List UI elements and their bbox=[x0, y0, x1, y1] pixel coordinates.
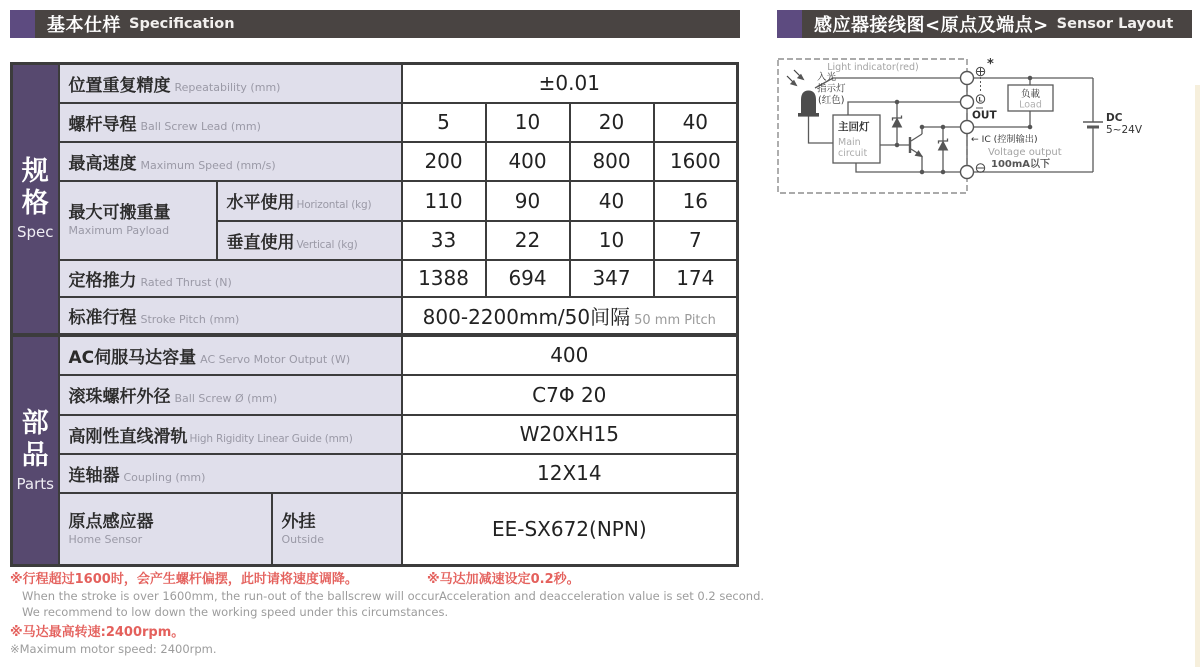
header-bar bbox=[35, 10, 740, 38]
footnote-gray: When the stroke is over 1600mm, the run-out of the ballscrew will occur. bbox=[22, 589, 442, 603]
row-label-ball-screw-lead: 螺杆导程 Ball Screw Lead (mm) bbox=[59, 103, 402, 142]
light-indicator-label: Light indicator(red) bbox=[827, 62, 919, 73]
row-label-ball-screw-od: 滚珠螺杆外径 Ball Screw Ø (mm) bbox=[59, 375, 402, 415]
spec-value: 694 bbox=[486, 260, 570, 297]
sensor-header-zh: 感应器接线图<原点及端点> bbox=[814, 15, 1049, 36]
spec-value: 347 bbox=[570, 260, 654, 297]
table-row bbox=[12, 103, 738, 142]
footnote-red: ※行程超过1600时，会产生螺杆偏摆，此时请将速度调降。 bbox=[10, 572, 358, 587]
sensor-section-header bbox=[777, 10, 1192, 38]
star-note: * bbox=[987, 57, 994, 72]
band-en-label: Parts bbox=[16, 474, 54, 493]
footnotes-left bbox=[10, 571, 448, 658]
light-selector-glyph: L bbox=[978, 95, 983, 104]
led-label-zh-2: 指示灯 bbox=[817, 83, 846, 95]
led-label-zh-3: (红色) bbox=[818, 95, 845, 106]
row-label-linear-guide: 高刚性直线滑轨 High Rigidity Linear Guide (mm) bbox=[59, 415, 402, 454]
section-band-parts bbox=[12, 335, 59, 566]
row-label-rated-thrust: 定格推力 Rated Thrust (N) bbox=[59, 260, 402, 297]
footnotes-right bbox=[427, 571, 764, 605]
spec-value: 16 bbox=[654, 181, 738, 221]
spec-value: 12X14 bbox=[402, 454, 738, 493]
spec-value: 10 bbox=[570, 221, 654, 260]
band-char: 部 bbox=[21, 407, 49, 439]
voltage-output-label: Voltage output bbox=[988, 147, 1062, 158]
section-band-spec bbox=[12, 64, 59, 335]
dc-label: DC bbox=[1106, 112, 1123, 124]
footnote-gray: Acceleration and deacceleration value is set 0.2 second. bbox=[439, 589, 765, 603]
spec-value: 400 bbox=[402, 335, 738, 375]
row-label-vertical: 垂直使用 Vertical (kg) bbox=[217, 221, 402, 260]
footnote-gray: We recommend to low down the working speed under this circumstances. bbox=[22, 604, 449, 619]
spec-header-en: Specification bbox=[129, 16, 235, 32]
sensor-wiring-diagram bbox=[775, 55, 1195, 200]
terminal-out bbox=[961, 121, 974, 134]
table-row bbox=[12, 64, 738, 103]
row-label-repeatability: 位置重复精度 Repeatability (mm) bbox=[59, 64, 402, 103]
footnote-gray: ※Maximum motor speed: 2400rpm. bbox=[10, 642, 217, 656]
spec-value: 7 bbox=[654, 221, 738, 260]
band-char: 规 bbox=[21, 156, 49, 188]
spec-value: 174 bbox=[654, 260, 738, 297]
zener-diode-icon bbox=[939, 142, 948, 151]
band-en-label: Spec bbox=[16, 223, 54, 242]
table-row bbox=[12, 297, 738, 335]
band-char: 格 bbox=[21, 188, 49, 220]
spec-value: 200 bbox=[402, 142, 486, 181]
spec-value: 40 bbox=[570, 181, 654, 221]
led-indicator-icon bbox=[801, 91, 816, 114]
spec-value: 1388 bbox=[402, 260, 486, 297]
row-label-stroke-pitch: 标准行程 Stroke Pitch (mm) bbox=[59, 297, 402, 335]
row-label-outside: 外挂 Outside bbox=[272, 493, 402, 566]
out-terminal-label: OUT bbox=[972, 109, 997, 122]
spec-table bbox=[10, 62, 739, 567]
spec-value: 20 bbox=[570, 103, 654, 142]
main-circuit-label-zh: 主回灯 bbox=[838, 121, 870, 133]
spec-value: 800 bbox=[570, 142, 654, 181]
terminal-plus bbox=[961, 72, 974, 85]
header-accent-square bbox=[10, 10, 35, 38]
spec-header-zh: 基本仕样 bbox=[47, 15, 121, 36]
zener-diode-icon bbox=[893, 119, 902, 128]
main-circuit-label-en-1: Main bbox=[838, 137, 861, 148]
spec-value: 90 bbox=[486, 181, 570, 221]
spec-value: C7Φ 20 bbox=[402, 375, 738, 415]
spec-section-header bbox=[10, 10, 740, 38]
ic-output-label: ← IC (控制输出) bbox=[971, 134, 1038, 145]
led-base bbox=[798, 113, 819, 117]
row-label-home-sensor: 原点感应器 Home Sensor bbox=[59, 493, 272, 566]
load-label-en: Load bbox=[1019, 99, 1042, 111]
spec-value: 1600 bbox=[654, 142, 738, 181]
spec-value: 22 bbox=[486, 221, 570, 260]
footnote-red: ※马达加减速设定0.2秒。 bbox=[427, 572, 580, 587]
table-row bbox=[12, 335, 738, 375]
table-row bbox=[12, 493, 738, 566]
spec-value: 10 bbox=[486, 103, 570, 142]
row-label-servo-output: AC伺服马达容量 AC Servo Motor Output (W) bbox=[59, 335, 402, 375]
table-row bbox=[12, 454, 738, 493]
header-bar bbox=[802, 10, 1192, 38]
spec-value: W20XH15 bbox=[402, 415, 738, 454]
spec-value: ±0.01 bbox=[402, 64, 738, 103]
page-edge-strip bbox=[1195, 85, 1200, 667]
table-row bbox=[12, 375, 738, 415]
band-char: 品 bbox=[21, 439, 49, 471]
spec-value: 40 bbox=[654, 103, 738, 142]
terminal-light-selector bbox=[961, 96, 974, 109]
header-accent-square bbox=[777, 10, 802, 38]
row-label-max-speed: 最高速度 Maximum Speed (mm/s) bbox=[59, 142, 402, 181]
sensor-header-en: Sensor Layout bbox=[1056, 16, 1174, 32]
spec-value: 110 bbox=[402, 181, 486, 221]
table-row bbox=[12, 181, 738, 221]
row-label-max-payload: 最大可搬重量 Maximum Payload bbox=[59, 181, 217, 260]
spec-value: 800-2200mm/50间隔 50 mm Pitch bbox=[402, 297, 738, 335]
spec-value: 400 bbox=[486, 142, 570, 181]
terminal-minus bbox=[961, 166, 974, 179]
load-label-zh: 负載 bbox=[1020, 89, 1041, 100]
row-label-horizontal: 水平使用 Horizontal (kg) bbox=[217, 181, 402, 221]
current-limit-label: 100mA以下 bbox=[991, 159, 1051, 170]
table-row bbox=[12, 415, 738, 454]
spec-value: 5 bbox=[402, 103, 486, 142]
row-label-coupling: 连轴器 Coupling (mm) bbox=[59, 454, 402, 493]
spec-value: 33 bbox=[402, 221, 486, 260]
spec-value: EE-SX672(NPN) bbox=[402, 493, 738, 566]
dc-voltage-label: 5~24V bbox=[1106, 124, 1143, 136]
led-label-zh-1: 入光 bbox=[817, 72, 837, 83]
table-row bbox=[12, 260, 738, 297]
footnote-red: ※马达最高转速:2400rpm。 bbox=[10, 625, 185, 640]
main-circuit-label-en-2: circuit bbox=[838, 148, 868, 159]
table-row bbox=[12, 142, 738, 181]
